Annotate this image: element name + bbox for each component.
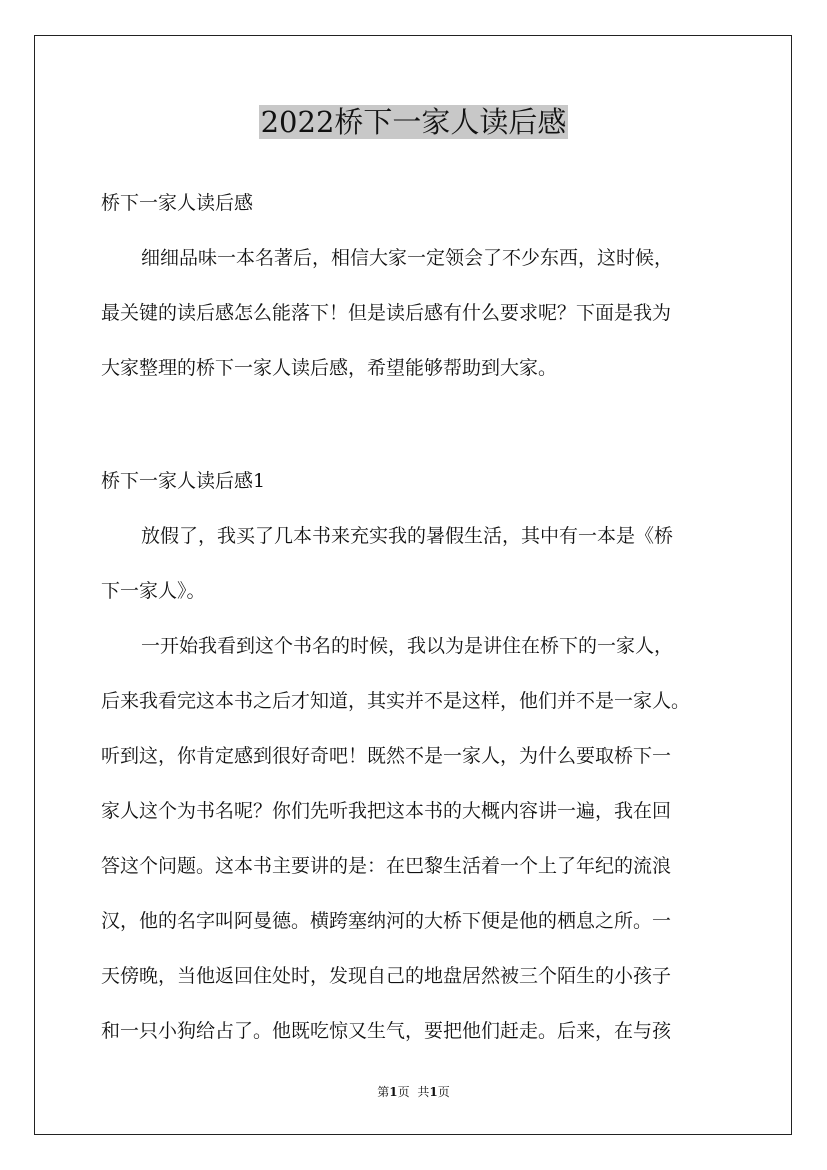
footer-total-prefix: 共 — [417, 1085, 430, 1099]
intro-heading: 桥下一家人读后感 — [101, 192, 254, 214]
para2-line-1: 一开始我看到这个书名的时候，我以为是讲住在桥下的一家人， — [141, 635, 674, 657]
para2-line-7: 天傍晚，当他返回住处时，发现自己的地盘居然被三个陌生的小孩子 — [101, 965, 672, 987]
document-title-text: 2022桥下一家人读后感 — [260, 105, 567, 139]
para2-line-8: 和一只小狗给占了。他既吃惊又生气，要把他们赶走。后来，在与孩 — [101, 1020, 672, 1042]
section-heading: 桥下一家人读后感1 — [101, 470, 266, 492]
footer-page-prefix: 第 — [377, 1085, 390, 1099]
document-title — [0, 100, 827, 144]
intro-line-2: 最关键的读后感怎么能落下！但是读后感有什么要求呢？下面是我为 — [101, 302, 672, 324]
para2-line-4: 家人这个为书名呢？你们先听我把这本书的大概内容讲一遍，我在回 — [101, 800, 672, 822]
para1-line-2: 下一家人》。 — [101, 580, 206, 602]
para2-line-2: 后来我看完这本书之后才知道，其实并不是这样，他们并不是一家人。 — [101, 690, 691, 712]
intro-line-3: 大家整理的桥下一家人读后感，希望能够帮助到大家。 — [101, 357, 558, 379]
para2-line-3: 听到这，你肯定感到很好奇吧！既然不是一家人，为什么要取桥下一 — [101, 745, 672, 767]
page-footer — [0, 1082, 827, 1102]
section-gap — [101, 396, 731, 454]
para2-line-6: 汉，他的名字叫阿曼德。横跨塞纳河的大桥下便是他的栖息之所。一 — [101, 910, 672, 932]
para2-line-5: 答这个问题。这本书主要讲的是：在巴黎生活着一个上了年纪的流浪 — [101, 855, 672, 877]
para1-line-1: 放假了，我买了几本书来充实我的暑假生活，其中有一本是《桥 — [141, 525, 674, 547]
footer-total-number: 1 — [429, 1085, 438, 1099]
intro-line-1: 细细品味一本名著后，相信大家一定领会了不少东西，这时候， — [141, 247, 674, 269]
document-body — [101, 176, 731, 1059]
footer-page-number: 1 — [389, 1085, 398, 1099]
footer-page-suffix: 页 — [397, 1085, 410, 1099]
footer-total-suffix: 页 — [437, 1085, 450, 1099]
